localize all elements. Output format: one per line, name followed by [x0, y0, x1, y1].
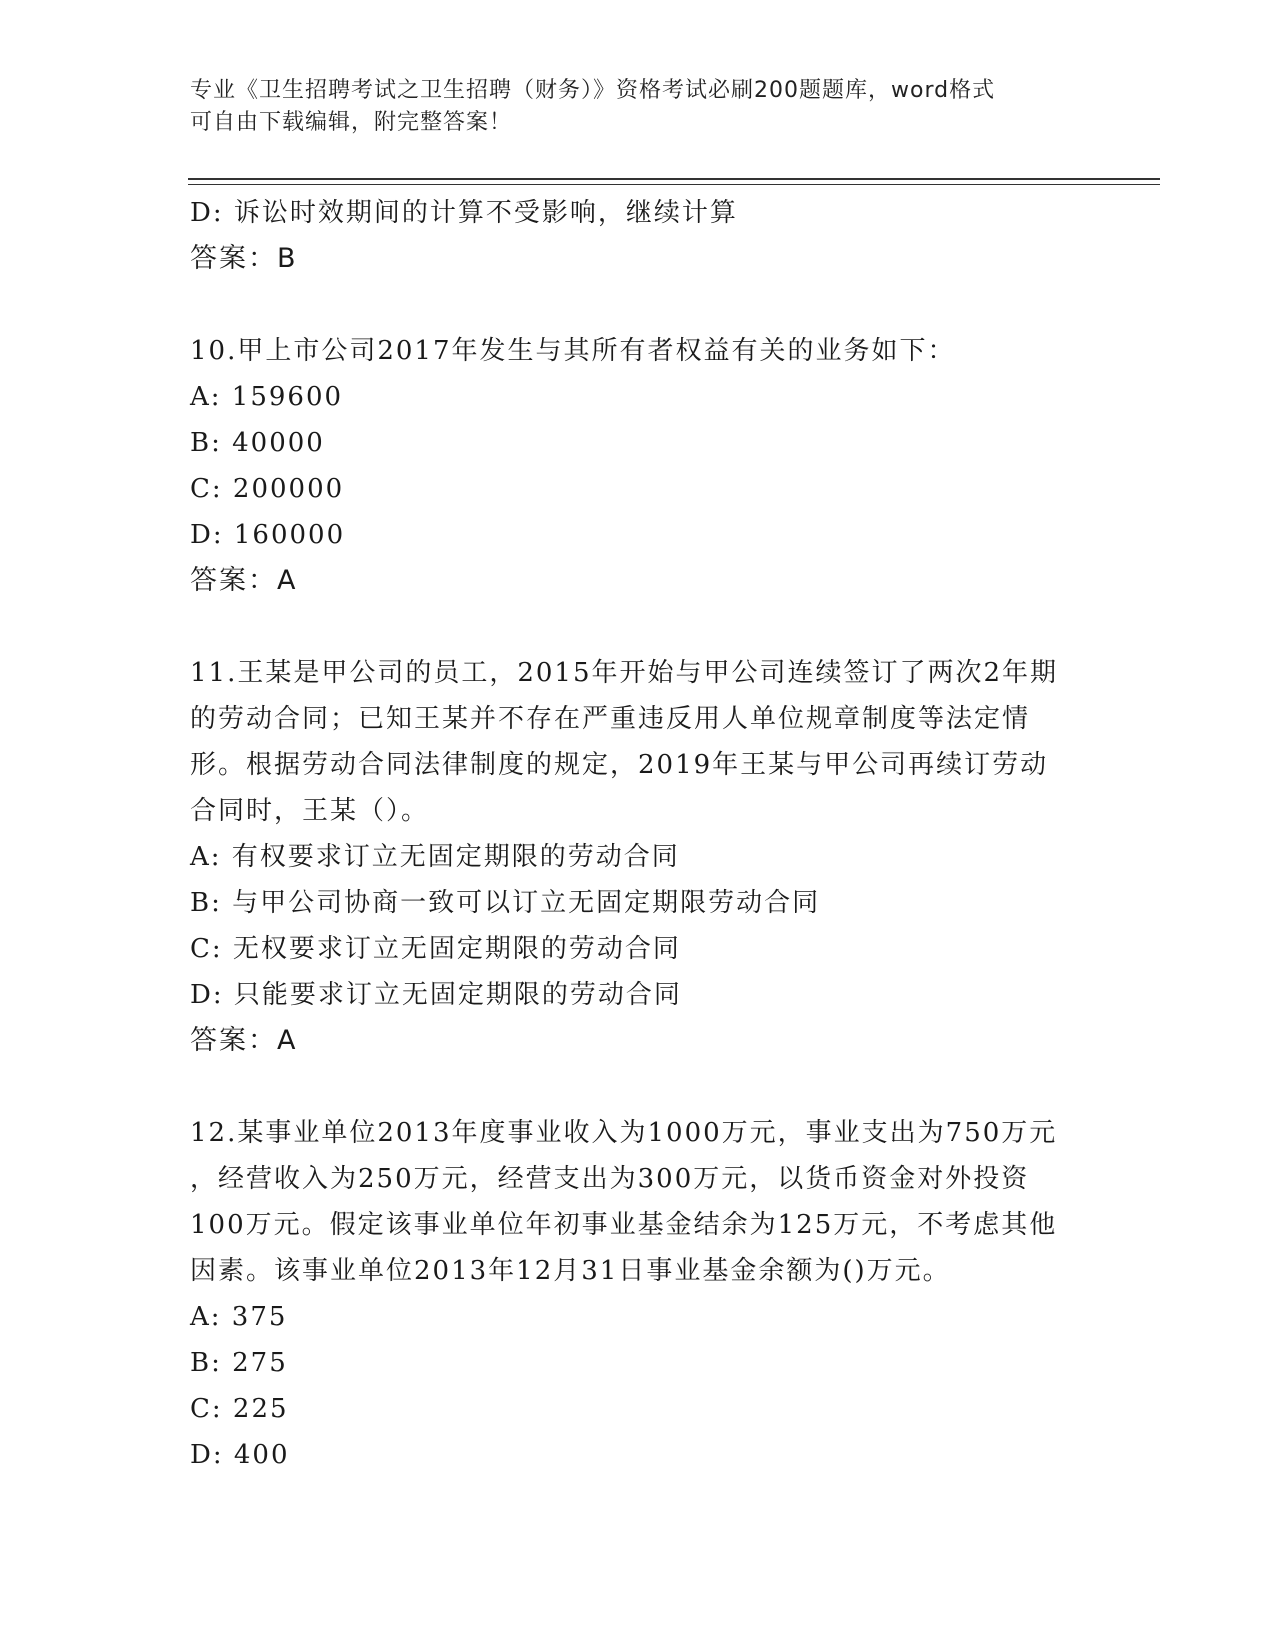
question-stem-line: 10.甲上市公司2017年发生与其所有者权益有关的业务如下：	[190, 336, 956, 366]
question-stem-line: 11.王某是甲公司的员工，2015年开始与甲公司连续签订了两次2年期	[190, 658, 1059, 688]
question-9-tail	[190, 190, 1090, 282]
header-title-line-2: 可自由下载编辑，附完整答案！	[190, 110, 513, 135]
spacer	[190, 1064, 1090, 1110]
option-b: B: 与甲公司协商一致可以订立无固定期限劳动合同	[190, 888, 821, 918]
option-c: C: 225	[190, 1394, 289, 1424]
answer-line: 答案：B	[190, 243, 298, 274]
answer-line: 答案：A	[190, 1025, 298, 1056]
question-11	[190, 650, 1090, 1064]
header-title-line-1: 专业《卫生招聘考试之卫生招聘（财务）》资格考试必刷200题题库，word格式	[190, 78, 996, 103]
question-stem-line: ，经营收入为250万元，经营支出为300万元，以货币资金对外投资	[190, 1164, 1030, 1194]
question-stem-line: 的劳动合同；已知王某并不存在严重违反用人单位规章制度等法定情	[190, 704, 1031, 734]
question-stem-line: 因素。该事业单位2013年12月31日事业基金余额为()万元。	[190, 1256, 951, 1286]
spacer	[190, 282, 1090, 328]
option-c: C: 无权要求订立无固定期限的劳动合同	[190, 934, 681, 964]
option-d: D: 只能要求订立无固定期限的劳动合同	[190, 980, 682, 1010]
header-rule-thin	[188, 184, 1160, 185]
question-10	[190, 328, 1090, 604]
option-d: D: 400	[190, 1440, 290, 1470]
question-content	[190, 190, 1090, 1478]
option-a: A: 375	[190, 1302, 288, 1332]
header-rule-thick	[188, 178, 1160, 180]
option-b: B: 40000	[190, 428, 325, 458]
question-stem-line: 12.某事业单位2013年度事业收入为1000万元，事业支出为750万元	[190, 1118, 1058, 1148]
option-b: B: 275	[190, 1348, 288, 1378]
question-stem-line: 合同时，王某（）。	[190, 796, 430, 826]
answer-line: 答案：A	[190, 565, 298, 596]
question-stem-line: 形。根据劳动合同法律制度的规定，2019年王某与甲公司再续订劳动	[190, 750, 1049, 780]
spacer	[190, 604, 1090, 650]
option-a: A: 159600	[190, 382, 344, 412]
option-d: D: 160000	[190, 520, 346, 550]
option-d: D: 诉讼时效期间的计算不受影响，继续计算	[190, 198, 738, 228]
document-header	[190, 75, 1090, 139]
option-c: C: 200000	[190, 474, 345, 504]
question-12	[190, 1110, 1090, 1478]
option-a: A: 有权要求订立无固定期限的劳动合同	[190, 842, 680, 872]
question-stem-line: 100万元。假定该事业单位年初事业基金结余为125万元，不考虑其他	[190, 1210, 1058, 1240]
